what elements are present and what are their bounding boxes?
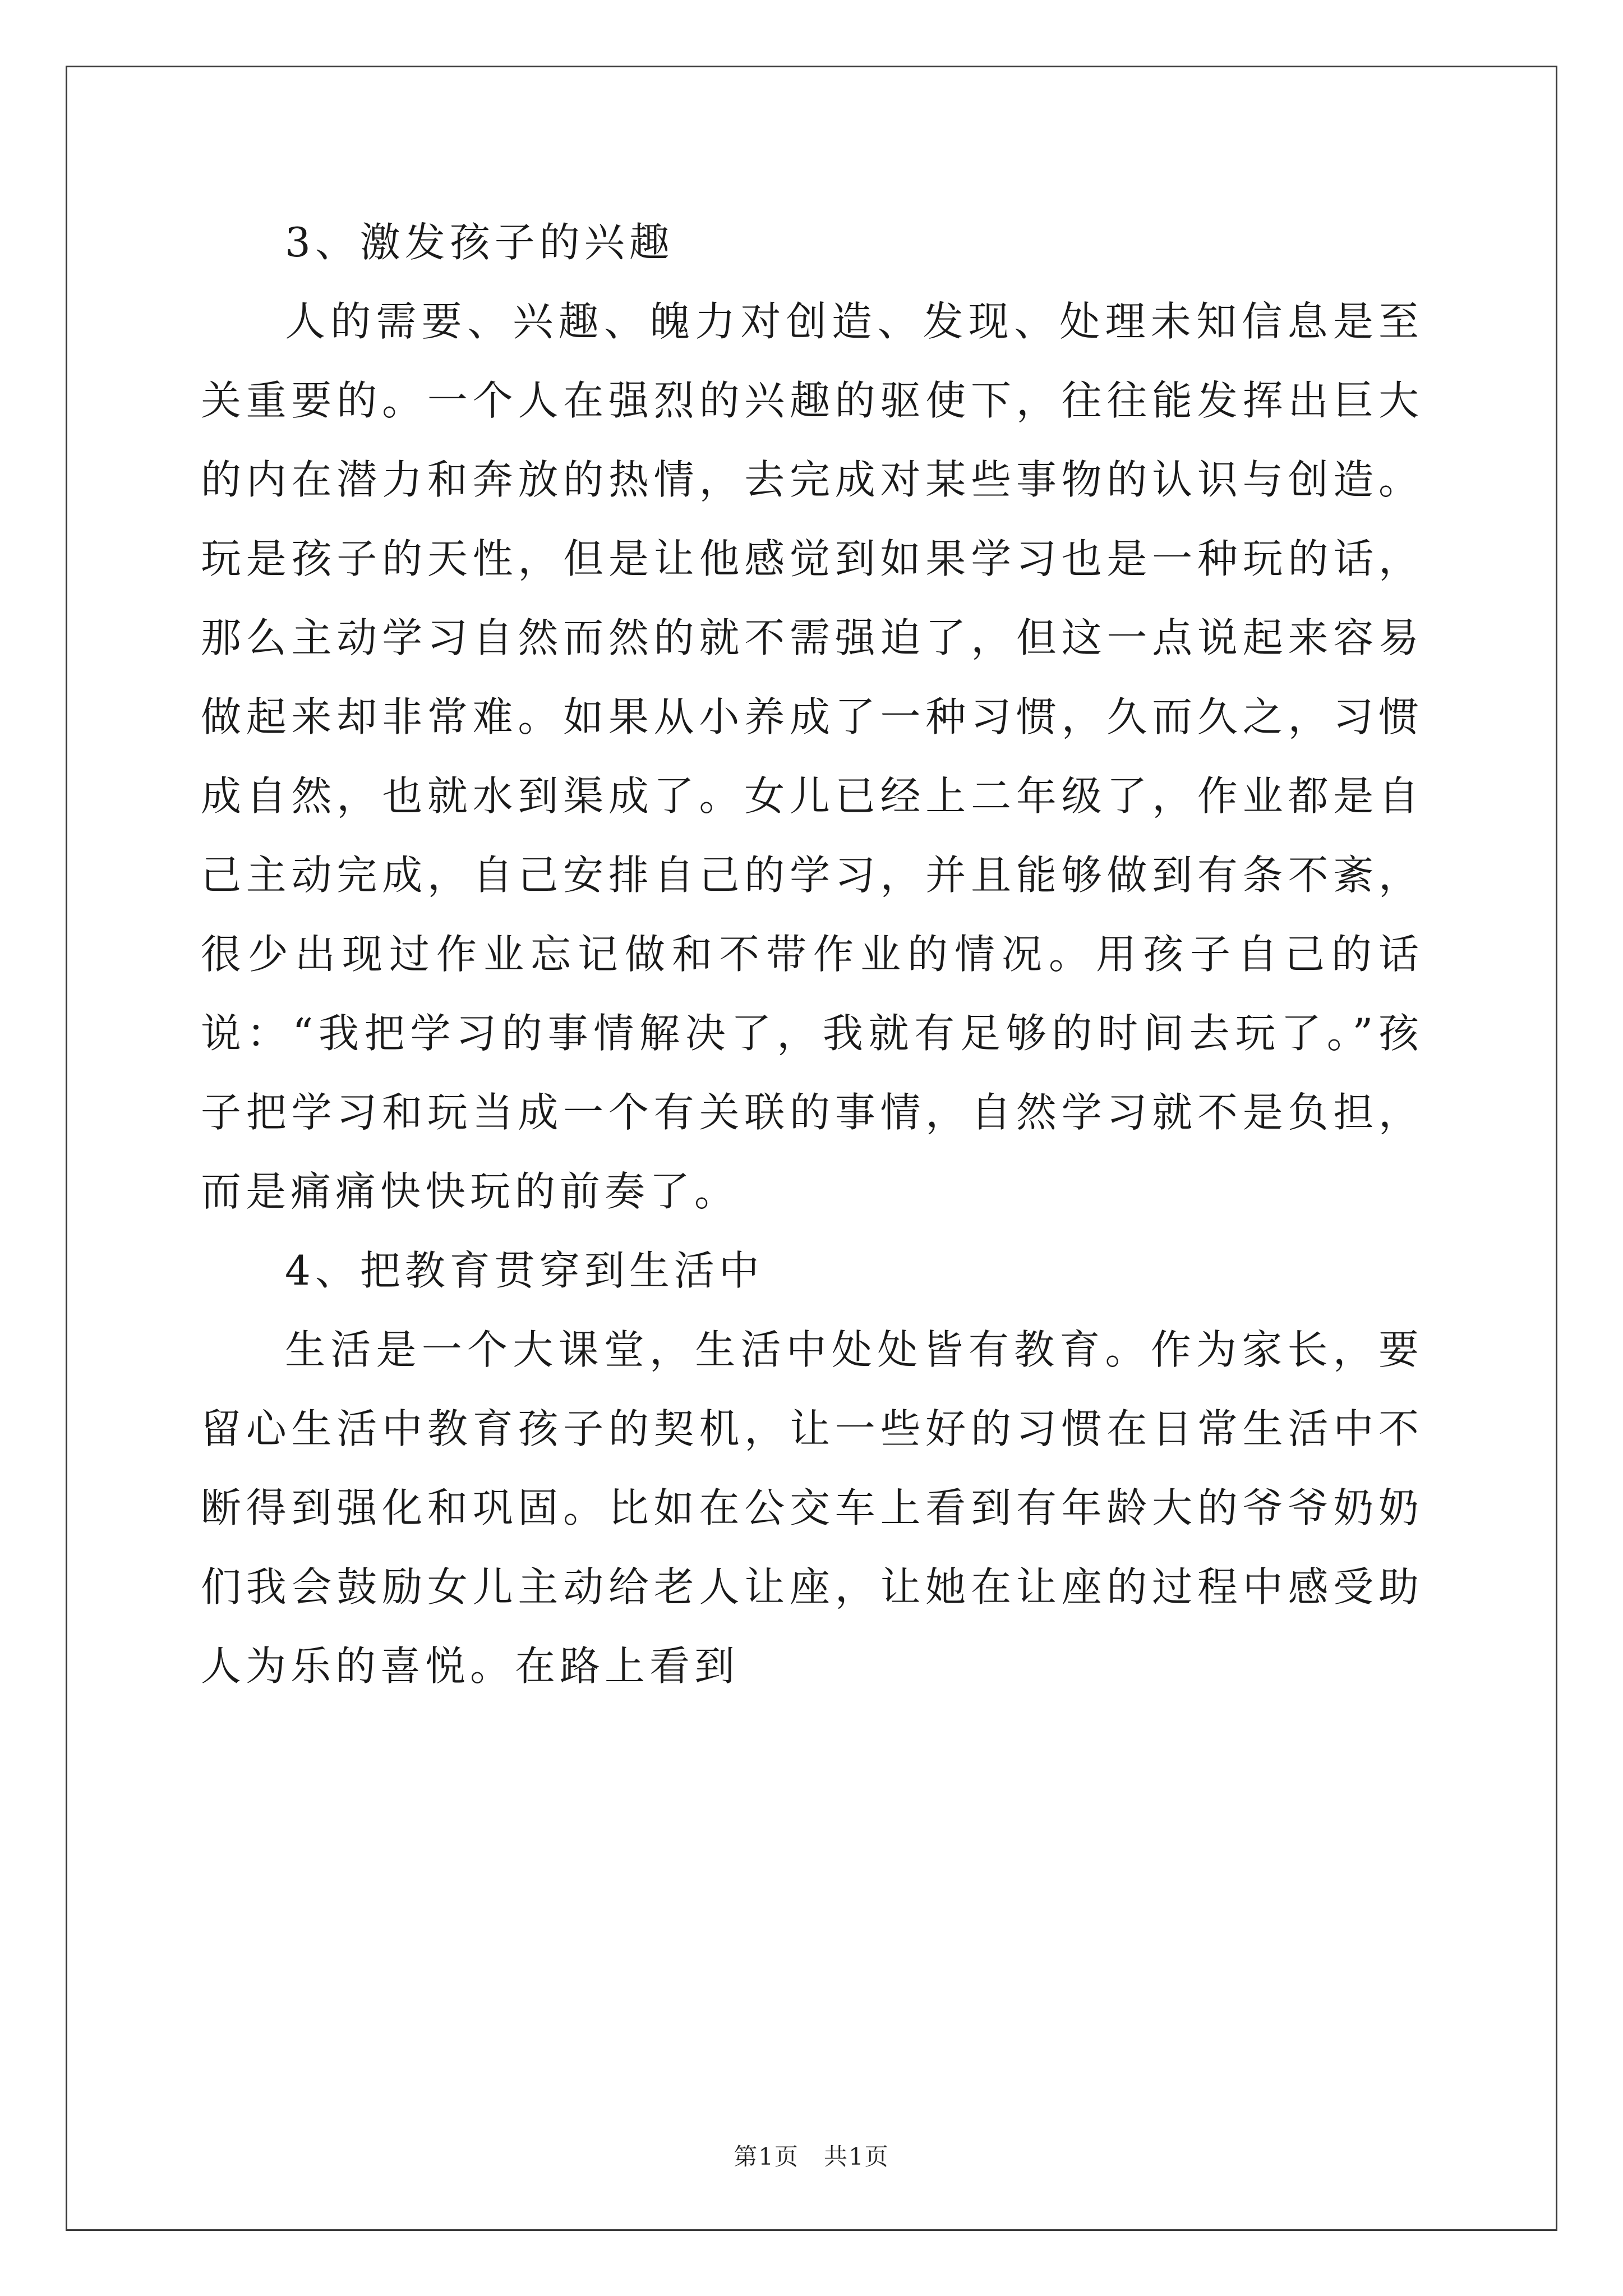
section-heading-4: 4、把教育贯穿到生活中 [285, 1247, 764, 1294]
section-paragraph-3: 人的需要、兴趣、魄力对创造、发现、处理未知信息是至关重要的。一个人在强烈的兴趣的驱使下，往往能发挥出巨大的内在潜力和奔放的热情，去完成对某些事物的认识与创造。玩是孩子的天性，但是让他感觉到如果学习也是一种玩的话，那么主动学习自然而然的就不需强迫了，但这一点说起来容易做起来却非常难。如果从小养成了一种习惯，久而久之，习惯成自然，也就水到渠成了。女儿已经上二年级了，作业都是自己主动完成，自己安排自己的学习，并且能够做到有条不紊，很少出现过作业忘记做和不带作业的情况。用孩子自己的话说：“我把学习的事情解决了，我就有足够的时间去玩了。”孩子把学习和玩当成一个有关联的事情，自然学习就不是负担，而是痛痛快快玩的前奏了。 [201, 298, 1423, 1215]
section-paragraph-4: 生活是一个大课堂，生活中处处皆有教育。作为家长，要留心生活中教育孩子的契机，让一些好的习惯在日常生活中不断得到强化和巩固。比如在公交车上看到有年龄大的爷爷奶奶们我会鼓励女儿主动给老人让座，让她在让座的过程中感受助人为乐的喜悦。在路上看到 [201, 1326, 1423, 1690]
section-heading-3: 3、激发孩子的兴趣 [285, 219, 674, 266]
page-footer: 第1页 共1页 [734, 2143, 889, 2170]
document-body [201, 203, 1423, 1706]
